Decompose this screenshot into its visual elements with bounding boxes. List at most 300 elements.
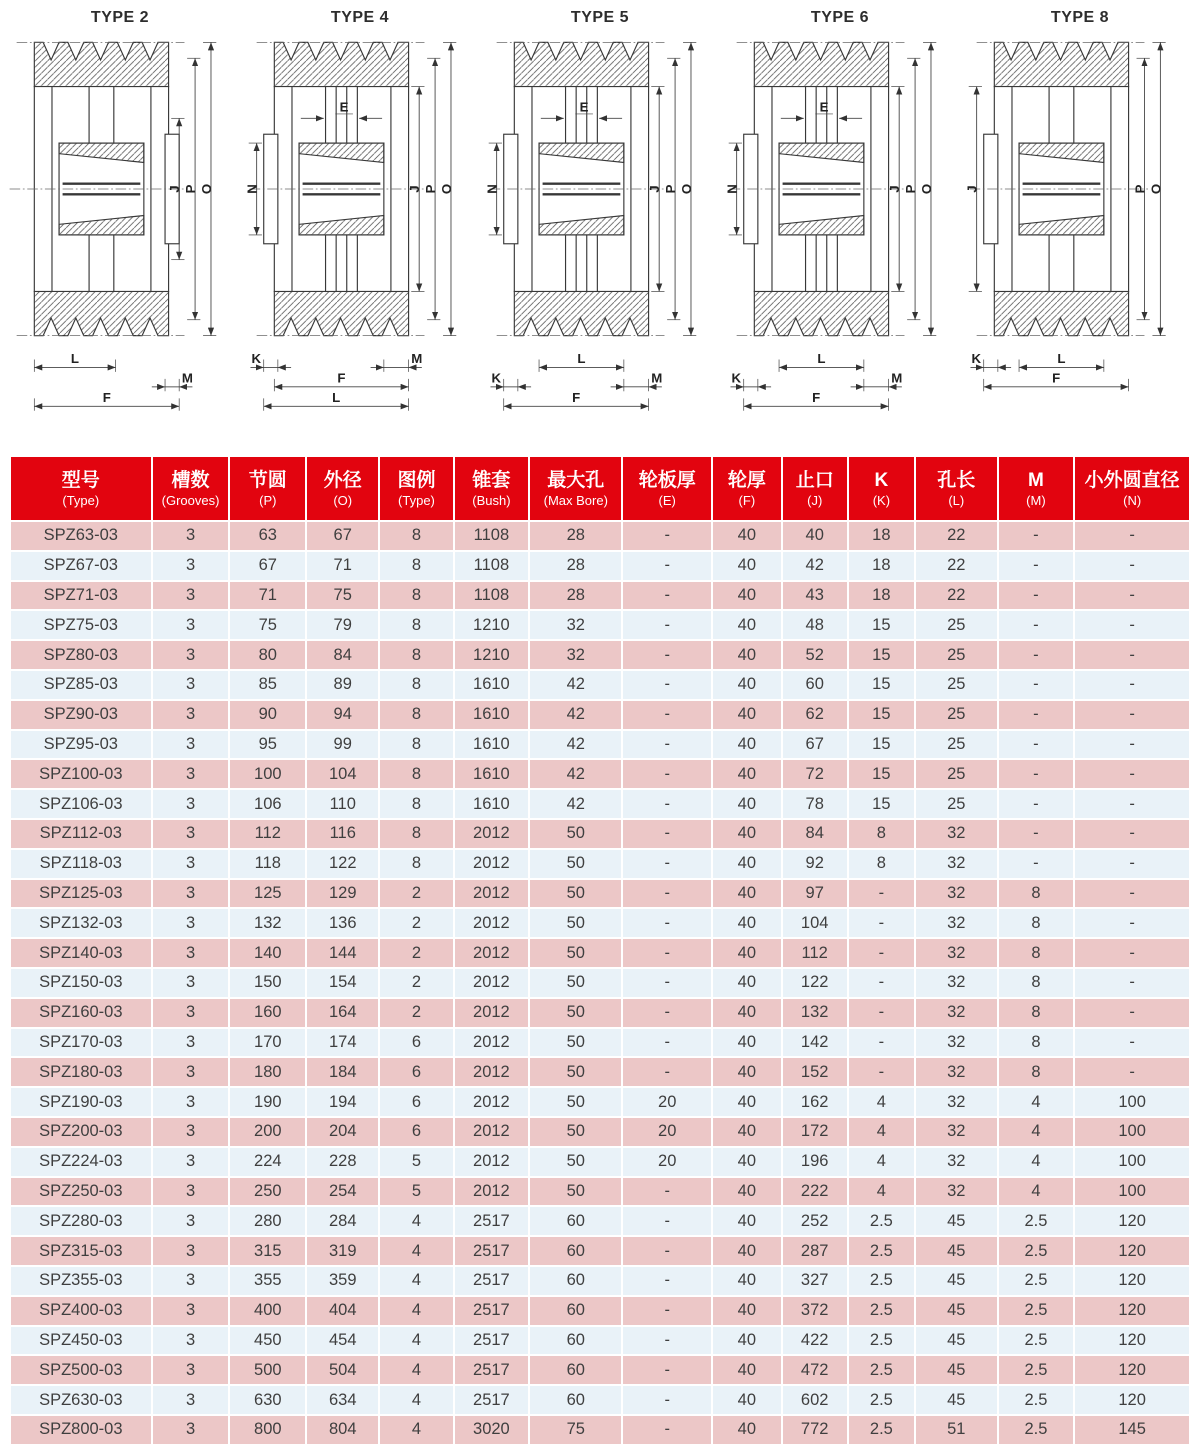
cell: 40 [712, 521, 782, 551]
table-row [10, 1206, 1190, 1236]
dimension-label: F [1052, 370, 1061, 386]
cell: 3 [152, 1028, 230, 1058]
cell: 8 [998, 1028, 1075, 1058]
table-row [10, 938, 1190, 968]
cell: 22 [915, 551, 998, 581]
cell: - [1074, 581, 1190, 611]
column-header [712, 456, 782, 521]
cell: SPZ100-03 [10, 759, 152, 789]
cell: 150 [229, 968, 306, 998]
cell: - [998, 640, 1075, 670]
table-header [10, 456, 1190, 521]
cell: 2.5 [998, 1326, 1075, 1356]
cell: - [622, 1355, 712, 1385]
cell: 180 [229, 1057, 306, 1087]
cell: - [1074, 819, 1190, 849]
cell: 3 [152, 759, 230, 789]
cell: 18 [848, 551, 915, 581]
cell: 254 [306, 1177, 379, 1207]
cell: 2.5 [998, 1355, 1075, 1385]
cell: 145 [1074, 1415, 1190, 1445]
cell: 3 [152, 640, 230, 670]
cell: SPZ118-03 [10, 849, 152, 879]
column-header [152, 456, 230, 521]
cell: 8 [379, 759, 453, 789]
cell: 15 [848, 730, 915, 760]
cell: 4 [848, 1147, 915, 1177]
cell: 50 [529, 879, 622, 909]
cell: - [1074, 521, 1190, 551]
cell: 800 [229, 1415, 306, 1445]
cell: 40 [712, 1057, 782, 1087]
column-header [848, 456, 915, 521]
cell: 40 [712, 581, 782, 611]
cell: 28 [529, 551, 622, 581]
cell: 25 [915, 610, 998, 640]
cell: 3 [152, 670, 230, 700]
column-header-en: (Type) [62, 493, 100, 508]
cell: 152 [782, 1057, 848, 1087]
cell: - [622, 1057, 712, 1087]
cell: 60 [529, 1296, 622, 1326]
cell: 3 [152, 908, 230, 938]
cell: 8 [379, 610, 453, 640]
table-row [10, 610, 1190, 640]
cell: - [848, 998, 915, 1028]
dimension-label: O [1148, 183, 1164, 195]
cell: 15 [848, 759, 915, 789]
cell: 5 [379, 1147, 453, 1177]
dimension-label: M [891, 370, 903, 386]
cell: 3 [152, 700, 230, 730]
cell: 42 [529, 670, 622, 700]
column-header [529, 456, 622, 521]
cell: 372 [782, 1296, 848, 1326]
column-header-zh: 锥套 [472, 470, 511, 491]
dimension-label: K [491, 370, 502, 386]
cell: 40 [712, 1147, 782, 1177]
cell: 50 [529, 819, 622, 849]
pulley-diagram [960, 30, 1200, 454]
cell: 2.5 [998, 1236, 1075, 1266]
cell: 3 [152, 1057, 230, 1087]
cell: 8 [998, 879, 1075, 909]
cell: - [622, 1266, 712, 1296]
cell: 3020 [454, 1415, 530, 1445]
column-header [782, 456, 848, 521]
cell: 2.5 [998, 1266, 1075, 1296]
cell: 120 [1074, 1296, 1190, 1326]
cell: 8 [379, 640, 453, 670]
column-header-zh: 图例 [397, 470, 436, 491]
dimension-label: P [183, 184, 199, 194]
cell: 132 [782, 998, 848, 1028]
cell: 1210 [454, 640, 530, 670]
cell: 4 [379, 1415, 453, 1445]
cell: - [622, 1385, 712, 1415]
cell: 112 [782, 938, 848, 968]
cell: 2012 [454, 1028, 530, 1058]
cell: 40 [712, 1028, 782, 1058]
table-row [10, 670, 1190, 700]
cell: 42 [529, 700, 622, 730]
cell: 190 [229, 1087, 306, 1117]
cell: 125 [229, 879, 306, 909]
table-row [10, 581, 1190, 611]
column-header-zh: 外径 [323, 470, 362, 491]
dimension-label: O [198, 183, 214, 195]
cell: 252 [782, 1206, 848, 1236]
cell: 602 [782, 1385, 848, 1415]
cell: 422 [782, 1326, 848, 1356]
cell: 3 [152, 789, 230, 819]
cell: 4 [379, 1326, 453, 1356]
cell: 2.5 [998, 1415, 1075, 1445]
cell: SPZ160-03 [10, 998, 152, 1028]
cell: 122 [782, 968, 848, 998]
cell: 120 [1074, 1326, 1190, 1356]
cell: 45 [915, 1326, 998, 1356]
column-header-zh: 槽数 [171, 470, 210, 491]
cell: 60 [529, 1326, 622, 1356]
dimension-label: M [651, 370, 663, 386]
cell: 50 [529, 908, 622, 938]
cell: SPZ132-03 [10, 908, 152, 938]
table-row [10, 1326, 1190, 1356]
cell: 32 [915, 1028, 998, 1058]
drawing-type-6 [720, 6, 960, 455]
column-header-en: (P) [259, 493, 277, 508]
cell: - [848, 879, 915, 909]
cell: 1610 [454, 670, 530, 700]
cell: 3 [152, 1385, 230, 1415]
dimension-label: E [579, 99, 589, 115]
cell: SPZ112-03 [10, 819, 152, 849]
cell: - [1074, 1057, 1190, 1087]
cell: SPZ170-03 [10, 1028, 152, 1058]
cell: 42 [529, 759, 622, 789]
cell: 45 [915, 1355, 998, 1385]
cell: 50 [529, 1087, 622, 1117]
cell: 2012 [454, 908, 530, 938]
cell: - [1074, 730, 1190, 760]
cell: 50 [529, 849, 622, 879]
cell: 2517 [454, 1355, 530, 1385]
column-header-zh: 小外圆直径 [1084, 470, 1180, 491]
cell: 2517 [454, 1206, 530, 1236]
cell: 3 [152, 1296, 230, 1326]
cell: SPZ450-03 [10, 1326, 152, 1356]
dimension-label: N [724, 184, 740, 194]
cell: 315 [229, 1236, 306, 1266]
cell: - [622, 819, 712, 849]
cell: 8 [998, 908, 1075, 938]
cell: - [622, 730, 712, 760]
cell: - [1074, 700, 1190, 730]
cell: 32 [915, 879, 998, 909]
cell: 22 [915, 521, 998, 551]
cell: 4 [848, 1177, 915, 1207]
table-row [10, 640, 1190, 670]
cell: 40 [712, 1177, 782, 1207]
cell: - [1074, 968, 1190, 998]
cell: - [848, 968, 915, 998]
drawing-title: TYPE 6 [810, 9, 870, 26]
cell: 104 [306, 759, 379, 789]
cell: 3 [152, 1266, 230, 1296]
cell: - [622, 700, 712, 730]
table-row [10, 730, 1190, 760]
cell: 25 [915, 759, 998, 789]
column-header [622, 456, 712, 521]
cell: 228 [306, 1147, 379, 1177]
cell: - [998, 819, 1075, 849]
dimension-label: O [918, 183, 934, 195]
cell: 28 [529, 581, 622, 611]
cell: 112 [229, 819, 306, 849]
cell: 40 [712, 670, 782, 700]
cell: 2.5 [848, 1415, 915, 1445]
cell: 40 [712, 1266, 782, 1296]
cell: 84 [782, 819, 848, 849]
column-header-zh: 止口 [795, 470, 834, 491]
cell: 1210 [454, 610, 530, 640]
cell: - [622, 521, 712, 551]
cell: 15 [848, 789, 915, 819]
cell: 20 [622, 1117, 712, 1147]
cell: - [998, 700, 1075, 730]
cell: 804 [306, 1415, 379, 1445]
cell: - [622, 1177, 712, 1207]
drawings-section [0, 0, 1200, 455]
cell: 2517 [454, 1385, 530, 1415]
cell: 48 [782, 610, 848, 640]
cell: SPZ80-03 [10, 640, 152, 670]
pulley-diagram [720, 30, 960, 454]
cell: - [1074, 849, 1190, 879]
cell: 20 [622, 1087, 712, 1117]
cell: 400 [229, 1296, 306, 1326]
cell: 500 [229, 1355, 306, 1385]
cell: 40 [712, 700, 782, 730]
cell: - [622, 849, 712, 879]
cell: 15 [848, 700, 915, 730]
table-row [10, 1147, 1190, 1177]
cell: SPZ90-03 [10, 700, 152, 730]
dimension-label: F [572, 389, 581, 405]
cell: 45 [915, 1266, 998, 1296]
column-header-zh: K [874, 470, 889, 491]
cell: 129 [306, 879, 379, 909]
cell: - [622, 998, 712, 1028]
drawing-type-2 [0, 6, 240, 455]
cell: 15 [848, 610, 915, 640]
cell: 132 [229, 908, 306, 938]
cell: 2012 [454, 998, 530, 1028]
cell: 3 [152, 1326, 230, 1356]
cell: 3 [152, 1415, 230, 1445]
cell: 142 [782, 1028, 848, 1058]
cell: 200 [229, 1117, 306, 1147]
table-row [10, 879, 1190, 909]
dimension-label: P [663, 184, 679, 194]
cell: 355 [229, 1266, 306, 1296]
cell: - [1074, 759, 1190, 789]
cell: 2.5 [848, 1355, 915, 1385]
cell: SPZ95-03 [10, 730, 152, 760]
dimension-label: L [577, 351, 586, 367]
cell: 40 [712, 1087, 782, 1117]
cell: 284 [306, 1206, 379, 1236]
dimension-label: J [167, 185, 183, 193]
cell: - [998, 521, 1075, 551]
cell: 4 [998, 1177, 1075, 1207]
spec-table [9, 455, 1191, 1446]
cell: 504 [306, 1355, 379, 1385]
dimension-label: N [244, 184, 260, 194]
cell: - [622, 1028, 712, 1058]
cell: 6 [379, 1028, 453, 1058]
cell: 120 [1074, 1385, 1190, 1415]
cell: - [622, 1236, 712, 1266]
cell: 1108 [454, 551, 530, 581]
cell: 40 [712, 1385, 782, 1415]
table-row [10, 1177, 1190, 1207]
cell: 120 [1074, 1266, 1190, 1296]
table-row [10, 1296, 1190, 1326]
cell: 4 [998, 1147, 1075, 1177]
cell: 4 [379, 1296, 453, 1326]
cell: 32 [529, 610, 622, 640]
cell: SPZ63-03 [10, 521, 152, 551]
pulley-diagram [0, 30, 240, 454]
cell: 60 [529, 1236, 622, 1266]
column-header [1074, 456, 1190, 521]
cell: 630 [229, 1385, 306, 1415]
cell: 8 [998, 998, 1075, 1028]
table-row [10, 1266, 1190, 1296]
cell: 1610 [454, 700, 530, 730]
cell: SPZ630-03 [10, 1385, 152, 1415]
cell: 2.5 [998, 1296, 1075, 1326]
cell: - [1074, 789, 1190, 819]
pulley-diagram [240, 30, 480, 454]
cell: 1108 [454, 581, 530, 611]
cell: 8 [379, 819, 453, 849]
cell: 67 [229, 551, 306, 581]
pulley-diagram [480, 30, 720, 454]
cell: 99 [306, 730, 379, 760]
cell: 319 [306, 1236, 379, 1266]
cell: 170 [229, 1028, 306, 1058]
dimension-label: K [251, 351, 262, 367]
cell: 4 [848, 1087, 915, 1117]
cell: 454 [306, 1326, 379, 1356]
cell: 60 [529, 1206, 622, 1236]
cell: 162 [782, 1087, 848, 1117]
cell: - [622, 789, 712, 819]
cell: 2.5 [848, 1236, 915, 1266]
cell: SPZ125-03 [10, 879, 152, 909]
column-header-zh: 孔长 [937, 470, 976, 491]
cell: 52 [782, 640, 848, 670]
cell: SPZ280-03 [10, 1206, 152, 1236]
column-header [379, 456, 453, 521]
cell: 3 [152, 1206, 230, 1236]
dimension-label: F [812, 389, 821, 405]
cell: - [1074, 670, 1190, 700]
cell: 122 [306, 849, 379, 879]
cell: - [1074, 1028, 1190, 1058]
table-row [10, 1087, 1190, 1117]
cell: 222 [782, 1177, 848, 1207]
cell: 204 [306, 1117, 379, 1147]
cell: 194 [306, 1087, 379, 1117]
cell: 67 [782, 730, 848, 760]
cell: 136 [306, 908, 379, 938]
cell: 40 [712, 1355, 782, 1385]
cell: 3 [152, 1117, 230, 1147]
cell: 2 [379, 908, 453, 938]
dimension-label: J [407, 185, 423, 193]
cell: 40 [712, 730, 782, 760]
cell: SPZ150-03 [10, 968, 152, 998]
cell: 84 [306, 640, 379, 670]
cell: - [848, 1057, 915, 1087]
dimension-label: P [423, 184, 439, 194]
cell: 3 [152, 938, 230, 968]
cell: 1610 [454, 730, 530, 760]
cell: - [622, 551, 712, 581]
cell: 32 [915, 1087, 998, 1117]
cell: 3 [152, 610, 230, 640]
cell: - [848, 908, 915, 938]
cell: 404 [306, 1296, 379, 1326]
cell: 2012 [454, 819, 530, 849]
cell: SPZ355-03 [10, 1266, 152, 1296]
column-header-en: (Grooves) [161, 493, 220, 508]
cell: 2 [379, 879, 453, 909]
cell: 32 [529, 640, 622, 670]
cell: 2012 [454, 1177, 530, 1207]
dimension-label: K [971, 351, 982, 367]
cell: 154 [306, 968, 379, 998]
cell: 18 [848, 521, 915, 551]
cell: 4 [379, 1266, 453, 1296]
cell: 8 [848, 849, 915, 879]
cell: SPZ315-03 [10, 1236, 152, 1266]
cell: 43 [782, 581, 848, 611]
cell: 18 [848, 581, 915, 611]
column-header [10, 456, 152, 521]
column-header [998, 456, 1075, 521]
table-row [10, 908, 1190, 938]
cell: 40 [712, 1415, 782, 1445]
cell: 51 [915, 1415, 998, 1445]
dimension-label: O [438, 183, 454, 195]
dimension-label: L [1057, 351, 1066, 367]
table-row [10, 849, 1190, 879]
cell: 4 [848, 1117, 915, 1147]
cell: - [622, 908, 712, 938]
cell: 8 [848, 819, 915, 849]
cell: 32 [915, 819, 998, 849]
cell: 2012 [454, 849, 530, 879]
dimension-label: L [817, 351, 826, 367]
cell: 450 [229, 1326, 306, 1356]
cell: 472 [782, 1355, 848, 1385]
table-row [10, 819, 1190, 849]
